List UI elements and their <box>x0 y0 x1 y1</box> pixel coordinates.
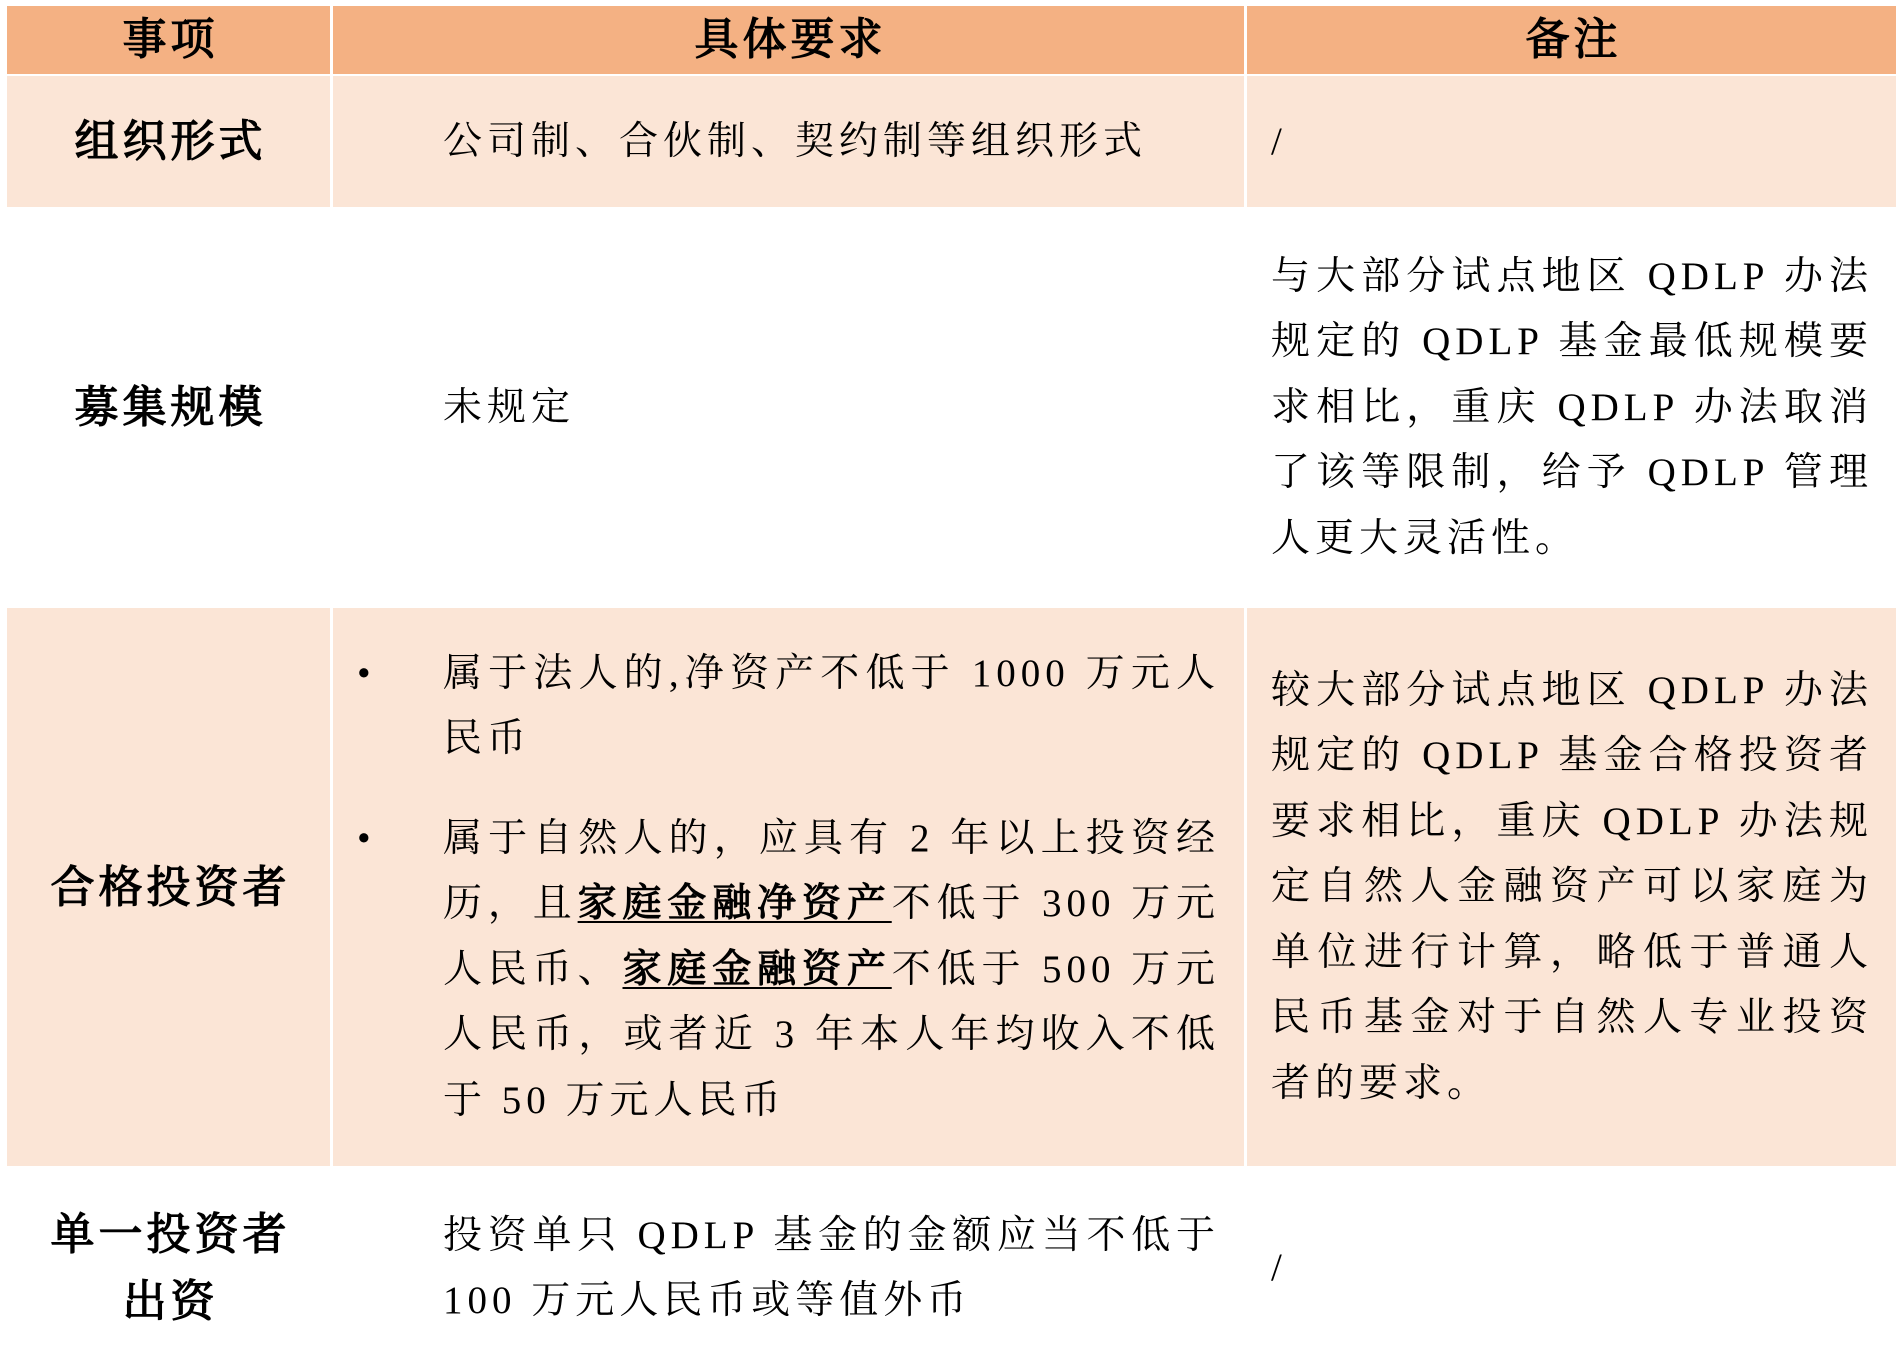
bullet-marker: • <box>357 816 371 860</box>
header-requirement-text: 具体要求 <box>694 15 887 64</box>
row-label-cell <box>7 76 330 207</box>
requirement-cell <box>333 1168 1244 1354</box>
remark-text-line: 民币基金对于自然人专业投资 <box>1271 996 1873 1040</box>
requirement-text-line: 未规定 <box>443 385 576 429</box>
row-label-cell <box>7 1168 330 1354</box>
emphasized-term: 家庭金融净资产 <box>577 882 892 926</box>
header-cell-requirement <box>333 6 1244 74</box>
remark-cell <box>1247 1168 1896 1354</box>
header-remark-text: 备注 <box>1525 15 1622 64</box>
requirement-cell <box>333 608 1244 1166</box>
requirement-cell <box>333 76 1244 207</box>
remark-text-line: / <box>1271 1246 1287 1290</box>
text-segment: 人民币、 <box>443 947 623 991</box>
remark-cell <box>1247 608 1896 1166</box>
row-label-cell <box>7 209 330 606</box>
text-segment: 不低于 300 万元 <box>891 882 1220 926</box>
bullet-text-line: 人民币，或者近 3 年本人年均收入不低 <box>443 1013 1220 1057</box>
remark-cell <box>1247 76 1896 207</box>
bullet-text-line: 属于自然人的，应具有 2 年以上投资经 <box>443 816 1220 860</box>
bullet-text-line: 于 50 万元人民币 <box>443 1078 786 1122</box>
bullet-text-line <box>443 937 1220 1003</box>
remark-text-line: 单位进行计算，略低于普通人 <box>1271 930 1873 974</box>
remark-text-line: / <box>1271 119 1287 163</box>
requirement-text-line: 100 万元人民币或等值外币 <box>443 1279 972 1322</box>
remark-cell <box>1247 209 1896 606</box>
remark-text-line: 了该等限制，给予 QDLP 管理 <box>1271 451 1873 495</box>
remark-text-line: 要求相比，重庆 QDLP 办法规 <box>1271 799 1873 843</box>
remark-text-line: 人更大灵活性。 <box>1271 516 1580 560</box>
remark-text-line: 者的要求。 <box>1271 1061 1492 1105</box>
remark-text-line: 较大部分试点地区 QDLP 办法 <box>1271 668 1873 712</box>
remark-text-line: 求相比，重庆 QDLP 办法取消 <box>1271 385 1873 429</box>
text-segment: 不低于 500 万元 <box>891 947 1220 991</box>
remark-text-line: 规定的 QDLP 基金合格投资者 <box>1271 734 1873 778</box>
emphasized-term: 家庭金融资产 <box>622 947 892 991</box>
header-item-text: 事项 <box>122 15 219 64</box>
bullet-marker: • <box>357 651 371 695</box>
row-label-text: 单一投资者 <box>50 1210 291 1259</box>
row-label-text: 出资 <box>122 1277 219 1326</box>
row-label-text: 募集规模 <box>74 383 267 432</box>
row-label-text: 合格投资者 <box>50 862 291 912</box>
bullet-item <box>357 806 1220 1134</box>
remark-text-line: 定自然人金融资产可以家庭为 <box>1271 865 1873 909</box>
text-segment: 历，且 <box>443 882 578 926</box>
remark-text-line: 规定的 QDLP 基金最低规模要 <box>1271 320 1873 364</box>
header-cell-item <box>7 6 330 74</box>
bullet-text-line: 属于法人的,净资产不低于 1000 万元人 <box>443 651 1220 695</box>
bullet-text-line: 民币 <box>443 717 532 761</box>
bullet-item <box>357 641 1220 772</box>
requirement-cell <box>333 209 1244 606</box>
requirement-text-line: 公司制、合伙制、契约制等组织形式 <box>443 119 1148 163</box>
row-label-text: 组织形式 <box>74 117 267 166</box>
comparison-table <box>7 6 1896 1354</box>
requirement-text-line: 投资单只 QDLP 基金的金额应当不低于 <box>443 1213 1220 1257</box>
remark-text-line: 与大部分试点地区 QDLP 办法 <box>1271 254 1873 298</box>
bullet-text-line <box>443 871 1220 937</box>
header-cell-remark <box>1247 6 1896 74</box>
row-label-cell <box>7 608 330 1166</box>
